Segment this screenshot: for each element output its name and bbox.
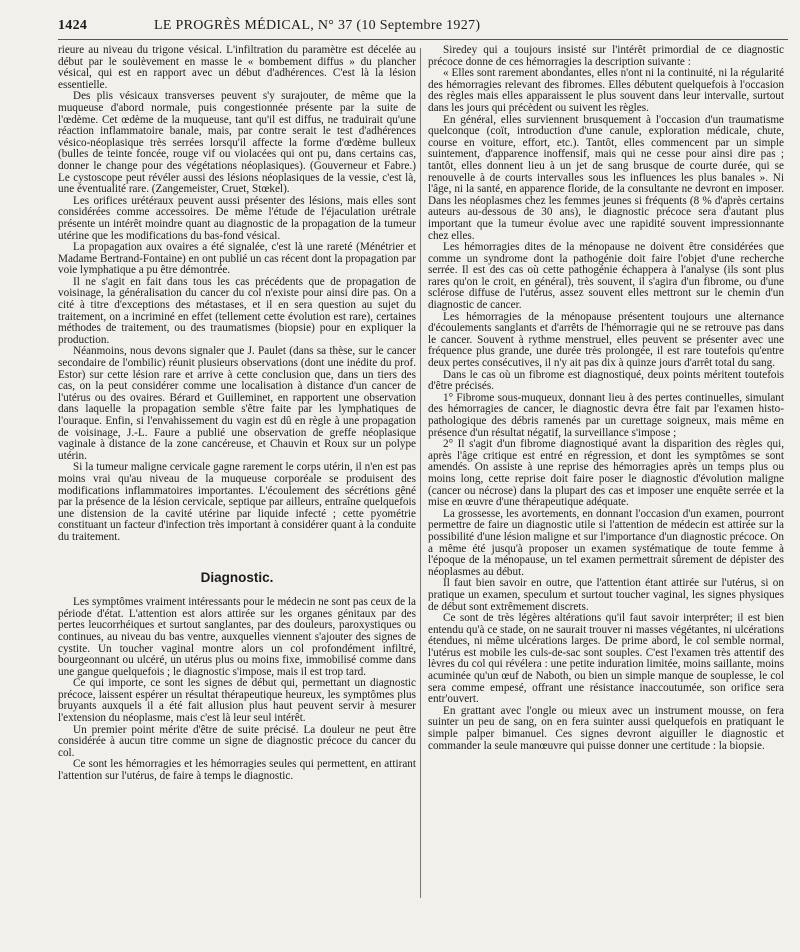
section-heading: Diagnostic.: [200, 569, 274, 585]
paragraph: Ce sont de très légères altérations qu'il faut savoir interpréter; il est bien entendu qu'à ce stade, on ne saurait trouver ni masses végétantes, ni ulcérations étendues, ni même ulcérations larges. De prime abord, le col semble normal, l'utérus est mobile les culs-de-sac sont souples. C'est l'examen très attentif des lèvres du col qui révélera : une petite induration limitée, moins saillante, moins acuminée qu'un œuf de Naboth, ou bien un simple manque de souplesse, le col sera comme empesé, offrant une résistance inaccoutumée, son orifice sera entr'ouvert.: [428, 612, 784, 706]
left-column: [58, 45, 416, 783]
right-column: [428, 45, 784, 752]
paragraph: Les orifices urétéraux peuvent aussi présenter des lésions, mais elles sont considérées comme accessoires. De même l'étude de l'éjaculation urétrale présente un intérêt moindre quant au diagnostic de la propagation de la tumeur utérine que les modifications du bas-fond vésical.: [58, 194, 416, 242]
paragraph: rieure au niveau du trigone vésical. L'infiltration du paramètre est décelée au début par le soulèvement en masse le « bombement diffus » du plancher vésical, qui est en rapport avec un début d'adhérences. C'est là la lésion essentielle.: [58, 44, 416, 91]
paragraph: « Elles sont rarement abondantes, elles n'ont ni la continuité, ni la régularité des hémorragies relevant des fibromes. Elles débutent quelquefois à l'occasion des règles mais elles apparaissent le plus souvent dans leur intervalle, surtout dans les jours qui précèdent ou suivent les règles.: [428, 67, 784, 114]
paragraph: Néanmoins, nous devons signaler que J. Paulet (dans sa thèse, sur le cancer secondaire de l'ombilic) réunit plusieurs observations (dont une inédite du prof. Estor) sur cette lésion rare et arrive à cette conclusion que, dans un tiers des cas, on la peut considérer comme une localisation à distance d'un cancer de l'utérus ou des ovaires. Bérard et Guilleminet, en rapportent une observation dans laquelle la propagation semble s'être faite par les lymphatiques de l'ouraque. Enfin, si l'envahissement du vagin est dû en règle à une propagation de voisinage, J.-L. Faure a publié une observation de greffe néoplasique vaginale à distance de la zone cancéreuse, et Chauvin et Roux sur un polype utérin.: [58, 345, 416, 462]
header-rule: [58, 39, 788, 40]
column-separator: [420, 48, 421, 898]
paragraph: Les hémorragies dites de la ménopause ne doivent être considérées que comme un syndrome dont la pathogénie doit faire l'objet d'une recherche serrée. Il est des cas où cette pathogénie échappera à l'analyse (ils sont plus rares qu'on le croit, en général), très souvent, il s'agira d'un fibrome, ou d'une sclérose diffuse de l'utérus, assez souvent elles mettront sur le chemin d'un diagnostic de cancer.: [428, 241, 784, 312]
paragraph: Des plis vésicaux transverses peuvent s'y surajouter, de même que la muqueuse d'abord normale, puis congestionnée présente par la suite de l'œdème. Cet œdème de la muqueuse, tant qu'il est diffus, ne traduirait qu'une réaction inflammatoire banale, mais, par contre serait le test d'adhérences vésico-néoplasique très serrées lorsqu'il affecte la forme d'œdème bulleux (bulles de teinte foncée, rouge vif ou violacées qui ont pu, dans certains cas, donner le change pour des végétations néoplasiques). (Gouverneur et Fabre.) Le cystoscope peut révéler aussi des lésions néoplasiques de la vessie, c'est là, une éventualité rare. (Zangemeister, Cruet, Stœkel).: [58, 90, 416, 196]
running-header: [58, 18, 774, 38]
paragraph: Si la tumeur maligne cervicale gagne rarement le corps utérin, il n'en est pas moins vrai qu'au niveau de la muqueuse corporéale se produisent des modifications inflammatoires importantes. L'écoulement des sécrétions gêné par la présence de la lésion cervicale, septique par ailleurs, entraîne quelquefois une distension de la cavité utérine par liquide infecté ; cette pyométrie constituant un facteur d'infection très important à considérer quant à la conduite du traitement.: [58, 461, 416, 543]
paragraph: Siredey qui a toujours insisté sur l'intérêt primordial de ce diagnostic précoce donne de ces hémorragies la description suivante :: [428, 44, 784, 68]
paragraph: Il faut bien savoir en outre, que l'attention étant attirée sur l'utérus, si on pratique un examen, speculum et surtout toucher vaginal, les signes physiques de début sont extrêmement discrets.: [428, 577, 784, 613]
paragraph: La grossesse, les avortements, en donnant l'occasion d'un examen, pourront permettre de faire un diagnostic utile si l'attention de médecin est attirée sur la possibilité d'une lésion maligne et sur l'importance d'un diagnostic précoce. On a même été jusqu'à proposer un examen systématique de toute femme à l'époque de la ménopause, un tel examen permettrait sûrement de dépister des néoplasmes au début.: [428, 507, 784, 578]
paragraph: Un premier point mérite d'être de suite précisé. La douleur ne peut être considérée à aucun titre comme un signe de diagnostic précoce du cancer du col.: [58, 723, 416, 759]
paragraph: Les symptômes vraiment intéressants pour le médecin ne sont pas ceux de la période d'état. L'attention est alors attirée sur les organes génitaux par des pertes leucorrhéiques et surtout sanglantes, par des douleurs, paroxystiques ou continues, au niveau du bas ventre, auxquelles viennent s'ajouter des signes de cystite. Un toucher vaginal montre alors un col profondément infiltré, bourgeonnant ou ulcéré, un utérus plus ou moins fixe, immobilisé comme dans une gangue quelquefois ; le diagnostic s'impose, mais il est trop tard.: [58, 596, 416, 678]
paragraph: Il ne s'agit en fait dans tous les cas précédents que de propagation de voisinage, la généralisation du cancer du col n'existe pour ainsi dire pas. On a cité à titre d'exceptions des métastases, et il en sera question au sujet du traitement, on a incriminé en effet (tellement cette évolution est rare), certaines méthodes de traitement, ou des traumatismes (biopsie) pour en expliquer la production.: [58, 275, 416, 346]
paragraph: En grattant avec l'ongle ou mieux avec un instrument mousse, on fera suinter un peu de sang, on en fera suinter aussi quelquefois en pratiquant le simple palper bimanuel. Ces signes devront aiguiller le diagnostic et commander la seule manœuvre qui puisse donner une certitude : la biopsie.: [428, 704, 784, 752]
running-title: LE PROGRÈS MÉDICAL, N° 37 (10 Septembre 1927): [154, 18, 481, 33]
paragraph: 2° Il s'agit d'un fibrome diagnostiqué avant la disparition des règles qui, après l'âge critique est entré en régression, et dont les symptômes se sont amendés. On assiste à une reprise des hémorragies après un temps plus ou moins long, cette reprise doit faire poser le diagnostic d'évolution maligne (cancer ou nécrose) dans la plupart des cas et imposer une enquête serrée et la mise en œuvre d'une thérapeutique adéquate.: [428, 438, 784, 509]
paragraph: Ce sont les hémorragies et les hémorragies seules qui permettent, en attirant l'attention sur l'utérus, de faire à temps le diagnostic.: [58, 758, 416, 783]
paragraph: 1° Fibrome sous-muqueux, donnant lieu à des pertes continuelles, simulant des hémorragies de cancer, le diagnostic devra être fait par l'examen histo-pathologique des débris ramenés par un curettage soigneux, mais même en présence d'un résultat négatif, la surveillance s'impose ;: [428, 391, 784, 439]
page-number: 1424: [58, 18, 88, 33]
paragraph: Les hémorragies de la ménopause présentent toujours une alternance d'écoulements sanglants et d'arrêts de l'hémorragie qui ne se retrouve pas dans le cancer. Souvent à rythme menstruel, elles peuvent se présenter avec une fréquence plus grande, une durée très prolongée, il est rare toutefois qu'entre deux pertes consécutives, il n'y ait pas dix à quinze jours d'arrêt total du sang.: [428, 310, 784, 370]
paragraph: Ce qui importe, ce sont les signes de début qui, permettant un diagnostic précoce, laissent espérer un résultat thérapeutique heureux, les symptômes plus bruyants auxquels il a été fait allusion plus haut peuvent servir à mesurer l'extension du néoplasme, mais c'est là leur seul intérêt.: [58, 677, 416, 725]
paragraph: En général, elles surviennent brusquement à l'occasion d'un traumatisme quelconque (coït, introduction d'une canule, exploration médicale, chute, course en voiture, effort, etc.). Tantôt, elles commencent par un simple suintement, d'apparence inoffensif, mais qui ne cesse pour ainsi dire pas ; tantôt, elles donnent lieu à un jet de sang brusque de courte durée, qui se renouvelle à de courts intervalles sous les influences les plus banales ». Ni l'âge, ni la santé, en apparence floride, de la consultante ne devront en imposer. Dans les néoplasmes chez les femmes jeunes si fréquents (8 % d'après certains auteurs au-dessous de 30 ans), le diagnostic précoce sera d'autant plus important que la tumeur évolue avec une rapidité souvent impressionnante chez elles.: [428, 113, 784, 242]
paragraph: La propagation aux ovaires a été signalée, c'est là une rareté (Ménétrier et Madame Bertrand-Fontaine) en ont publié un cas récent dont la propagation par voie lymphatique a pu être démontrée.: [58, 241, 416, 277]
paragraph: Dans le cas où un fibrome est diagnostiqué, deux points méritent toutefois d'être précisés.: [428, 368, 784, 393]
